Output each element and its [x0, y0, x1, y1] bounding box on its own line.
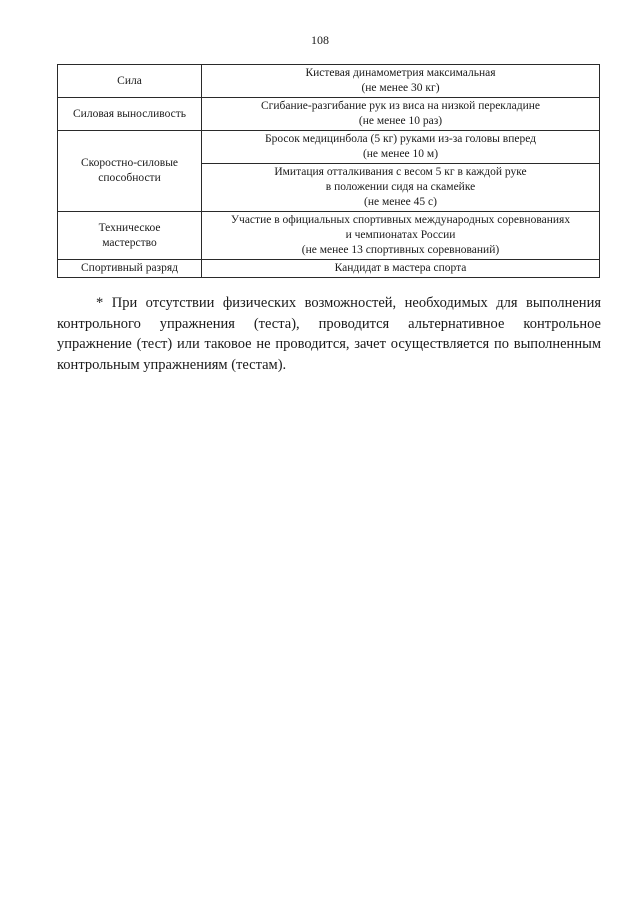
test-line: Кандидат в мастера спорта	[334, 262, 467, 274]
table-row	[58, 212, 600, 260]
table-row	[58, 260, 600, 278]
test-line: Сгибание-разгибание рук из виса на низкой перекладине	[260, 100, 540, 112]
test-line: и чемпионатах России	[345, 229, 456, 241]
test-cell	[202, 164, 600, 212]
category-cell	[58, 212, 202, 260]
category-cell	[58, 131, 202, 212]
table-row	[58, 98, 600, 131]
page-number: 108	[311, 33, 329, 47]
test-line: (не менее 10 раз)	[358, 115, 443, 127]
requirements-table	[57, 64, 600, 278]
category-line: Техническое	[98, 221, 161, 234]
test-line: (не менее 45 с)	[364, 196, 437, 208]
footnote-text: * При отсутствии физических возможностей, необходимых для выполнения контрольного упражнения (теста), проводится альтернативное контрольное упражнение (тест) или таковое не проводится, зачет осуществляется по выполненным контрольным упражнениям (тестам).	[57, 295, 601, 373]
category-line: способности	[98, 172, 161, 184]
test-cell	[202, 131, 600, 164]
test-cell	[202, 212, 600, 260]
table-row	[58, 65, 600, 98]
test-line: (не менее 13 спортивных соревнований)	[301, 244, 500, 256]
table-row	[58, 131, 600, 164]
category-cell: Сила	[58, 65, 202, 98]
test-line: (не менее 30 кг)	[361, 82, 440, 94]
category-cell: Силовая выносливость	[58, 98, 202, 131]
test-line: Участие в официальных спортивных международных соревнованиях	[230, 214, 571, 226]
test-line: в положении сидя на скамейке	[325, 181, 476, 193]
test-line: Имитация отталкивания с весом 5 кг в каждой руке	[274, 166, 527, 178]
test-line: Бросок медицинбола (5 кг) руками из-за головы вперед	[264, 133, 537, 145]
category-line: мастерство	[102, 236, 157, 249]
test-cell	[202, 260, 600, 278]
test-line: Кистевая динамометрия максимальная	[305, 67, 496, 79]
test-cell	[202, 65, 600, 98]
category-line: Скоростно-силовые	[80, 157, 179, 169]
test-line: (не менее 10 м)	[362, 148, 439, 160]
test-cell	[202, 98, 600, 131]
category-cell: Спортивный разряд	[58, 260, 202, 278]
